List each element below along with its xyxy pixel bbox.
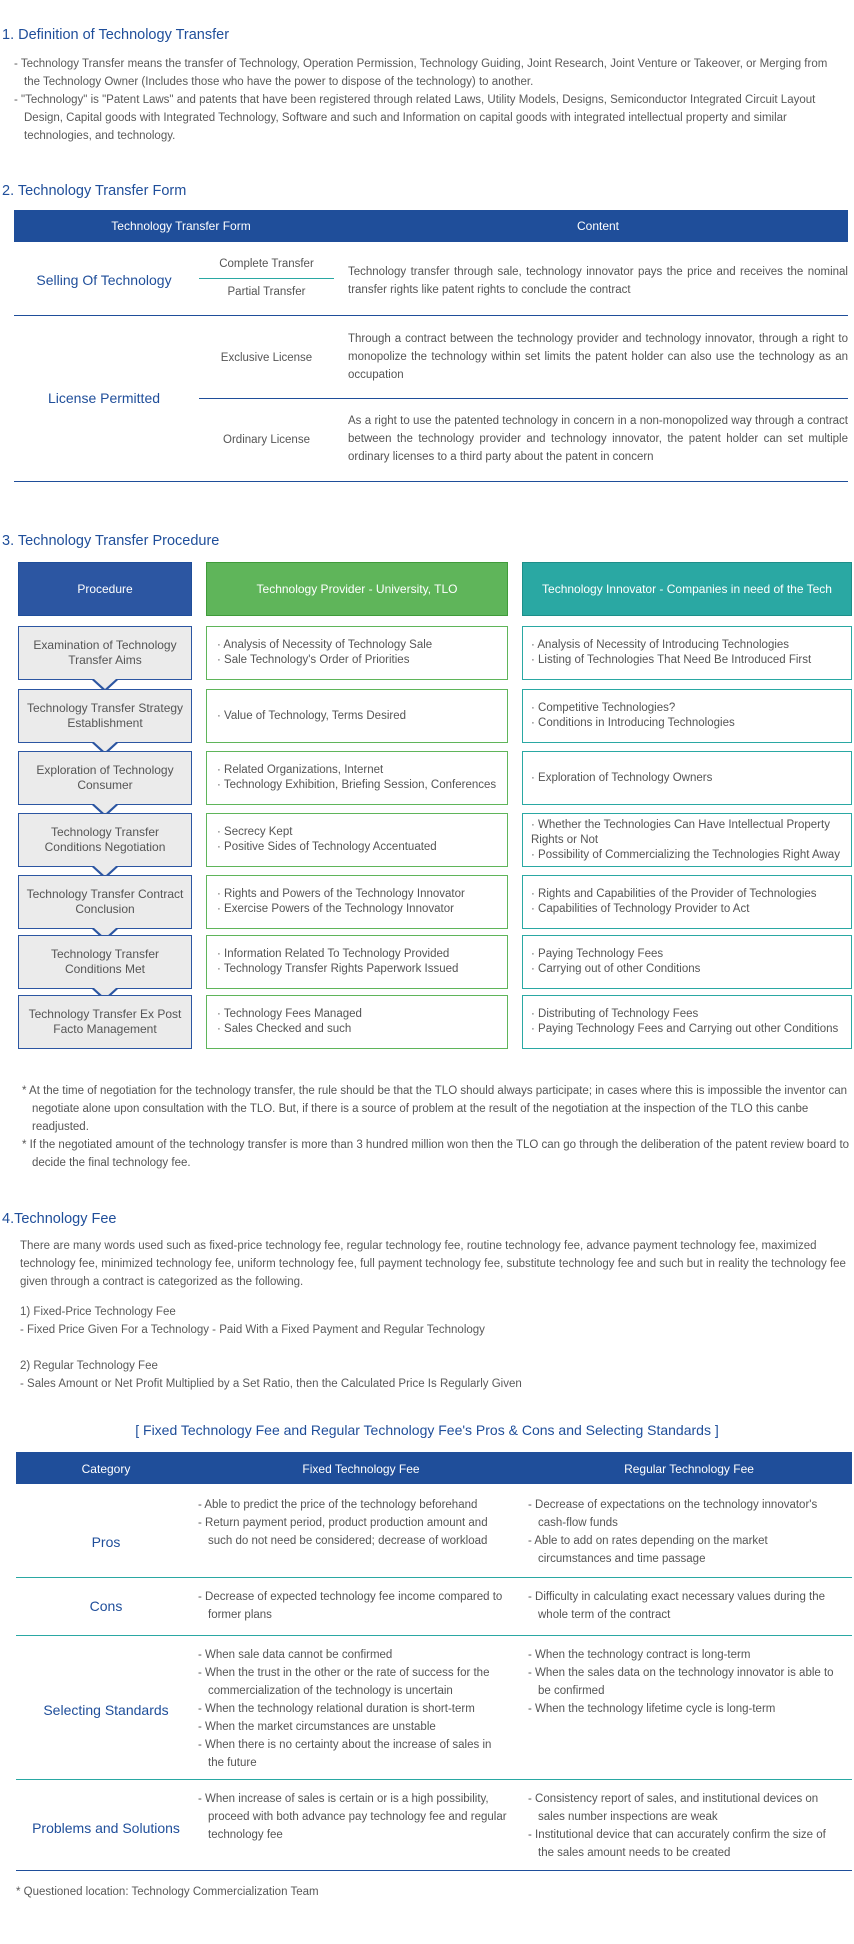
fixed-item: - When the technology relational duration is short-term — [198, 1703, 475, 1715]
regular-cell — [528, 1496, 838, 1568]
procedure-step: Exploration of Technology Consumer — [18, 751, 192, 805]
fixed-item: - When the trust in the other or the rate of success for the commercialization of the technology is uncertain — [198, 1667, 490, 1697]
sub-category: Ordinary License — [223, 434, 310, 446]
procedure-step: Technology Transfer Conditions Negotiation — [18, 813, 192, 867]
table-row — [14, 242, 848, 316]
regular-fee-desc: - Sales Amount or Net Profit Multiplied by a Set Ratio, then the Calculated Price Is Regularly Given — [20, 1378, 522, 1390]
innovator-item: · Competitive Technologies? — [531, 702, 676, 714]
table-bottom-border — [16, 1870, 852, 1871]
procedure-step: Examination of Technology Transfer Aims — [18, 626, 192, 680]
row-category: Problems and Solutions — [32, 1820, 180, 1836]
section4-title: 4.Technology Fee — [2, 1211, 117, 1227]
row-category: License Permitted — [47, 390, 161, 406]
fixed-item: - When the market circumstances are unstable — [198, 1721, 436, 1733]
transfer-form-table — [14, 210, 848, 482]
regular-item: - Difficulty in calculating exact necessary values during the whole term of the contract — [528, 1591, 826, 1621]
fixed-item: - When there is no certainty about the increase of sales in the future — [198, 1739, 492, 1769]
provider-box — [206, 935, 508, 989]
fixed-cell — [198, 1646, 510, 1772]
row-content: Through a contract between the technology provider and technology innovator, through a right to monopolize the technology within set limits the patent holder can also use the technology as an occupation — [348, 333, 848, 381]
fixed-item: - When increase of sales is certain or is a high possibility, proceed with both advance pay technology fee and regular technology fee — [198, 1793, 507, 1841]
regular-fee-title: 2) Regular Technology Fee — [20, 1360, 158, 1372]
procedure-step: Technology Transfer Contract Conclusion — [18, 875, 192, 929]
header-cell: Fixed Technology Fee — [302, 1462, 420, 1476]
innovator-box — [522, 626, 852, 680]
regular-item: - When the technology lifetime cycle is long-term — [528, 1703, 776, 1715]
section1-title: 1. Definition of Technology Transfer — [2, 27, 230, 43]
regular-cell — [528, 1790, 838, 1862]
procedure-step: Technology Transfer Conditions Met — [18, 935, 192, 989]
section3-title: 3. Technology Transfer Procedure — [2, 533, 220, 549]
innovator-item: · Analysis of Necessity of Introducing Technologies — [531, 639, 790, 651]
fixed-item: - Return payment period, product production amount and such do not need be considered; decrease of workload — [198, 1517, 488, 1547]
innovator-box — [522, 935, 852, 989]
procedure-note: * If the negotiated amount of the technology transfer is more than 3 hundred million won then the TLO can go through the deliberation of the patent review board to decide the final technology fee. — [22, 1139, 850, 1169]
regular-item: - Institutional device that can accurately confirm the size of the sales amount needs to be created — [528, 1829, 826, 1859]
procedure-step: Technology Transfer Ex Post Facto Management — [18, 995, 192, 1049]
sub-category: Partial Transfer — [227, 286, 306, 298]
innovator-item: · Capabilities of Technology Provider to Act — [531, 903, 750, 915]
provider-item: · Secrecy Kept — [217, 826, 293, 838]
provider-header: Technology Provider - University, TLO — [206, 562, 508, 616]
innovator-box — [522, 813, 852, 867]
provider-item: · Technology Exhibition, Briefing Session, Conferences — [217, 779, 497, 791]
provider-item: · Rights and Powers of the Technology Innovator — [217, 888, 465, 900]
section2-title: 2. Technology Transfer Form — [2, 183, 187, 199]
section1-bullet: - Technology Transfer means the transfer of Technology, Operation Permission, Technology Guiding, Joint Research, Joint Venture or Takeover, or Merging from the Technology Owner (Includes those who have the power to dispose of the technology) to another. — [14, 58, 828, 88]
provider-box — [206, 995, 508, 1049]
row-content: As a right to use the patented technology in concern in a non-monopolized way through a contract between the technology provider and technology innovator, the patent holder can set multiple ordinary licenses to a third party about the patent in concern — [348, 415, 848, 463]
sub-category: Exclusive License — [220, 352, 313, 364]
regular-item: - Consistency report of sales, and institutional devices on sales number inspections are weak — [528, 1793, 819, 1823]
fixed-cell — [198, 1790, 510, 1844]
innovator-box — [522, 689, 852, 743]
regular-cell — [528, 1588, 838, 1624]
step-arrow — [94, 679, 116, 689]
innovator-item: · Paying Technology Fees — [531, 948, 664, 960]
provider-item: · Information Related To Technology Provided — [217, 948, 450, 960]
provider-item: · Related Organizations, Internet — [217, 764, 384, 776]
fixed-fee-desc: - Fixed Price Given For a Technology - Paid With a Fixed Payment and Regular Technology — [20, 1324, 485, 1336]
table-row — [14, 316, 848, 482]
innovator-box — [522, 751, 852, 805]
row-divider — [16, 1635, 852, 1636]
provider-item: · Sale Technology's Order of Priorities — [217, 654, 410, 666]
provider-box — [206, 875, 508, 929]
fixed-item: - Decrease of expected technology fee income compared to former plans — [198, 1591, 503, 1621]
innovator-item: · Distributing of Technology Fees — [531, 1008, 699, 1020]
provider-box — [206, 751, 508, 805]
section1-body — [14, 55, 840, 145]
innovator-box — [522, 875, 852, 929]
row-category: Selecting Standards — [43, 1702, 169, 1718]
innovator-item: · Whether the Technologies Can Have Intellectual Property Rights or Not — [531, 818, 830, 846]
provider-item: · Technology Fees Managed — [217, 1008, 362, 1020]
fee-intro: There are many words used such as fixed-price technology fee, regular technology fee, routine technology fee, advance payment technology fee, maximized technology fee, minimized technology fee, uniform technology fee, full payment technology fee, substitute technology fee and such but in reality the technology fee given through a contract is categorized as the following. — [20, 1240, 846, 1288]
header-cell: Content — [576, 218, 620, 233]
row-divider — [16, 1779, 852, 1780]
sub-category: Complete Transfer — [219, 258, 314, 270]
regular-item: - Able to add on rates depending on the market circumstances and time passage — [528, 1535, 768, 1565]
provider-box — [206, 689, 508, 743]
innovator-item: · Paying Technology Fees and Carrying out other Conditions — [531, 1023, 839, 1035]
header-cell: Technology Transfer Form — [111, 218, 251, 233]
fee-table-title: [ Fixed Technology Fee and Regular Technology Fee's Pros & Cons and Selecting Standards ] — [135, 1422, 719, 1438]
provider-box — [206, 813, 508, 867]
provider-box — [206, 626, 508, 680]
row-divider — [16, 1577, 852, 1578]
fixed-fee-title: 1) Fixed-Price Technology Fee — [20, 1306, 176, 1318]
innovator-item: · Possibility of Commercializing the Technologies Right Away — [531, 848, 840, 861]
procedure-note: * At the time of negotiation for the technology transfer, the rule should be that the TLO should always participate; in cases where this is impossible the inventor can negotiate alone upon consultation with the TLO. But, if there is a source of problem at the result of the negotiation at the inspection of the TLO this canbe readjusted. — [22, 1085, 848, 1133]
fixed-cell — [198, 1496, 510, 1550]
innovator-box — [522, 995, 852, 1049]
table-header — [14, 210, 848, 242]
divider — [199, 398, 848, 399]
section1-bullet: - "Technology" is "Patent Laws" and patents that have been registered through related Laws, Utility Models, Designs, Semiconductor Integrated Circuit Layout Design, Capital goods with Integrated Technology, Software and such and Information on capital goods with integrated intellectual property and similar technologies, and technology. — [14, 94, 816, 142]
regular-item: - When the sales data on the technology innovator is able to be confirmed — [528, 1667, 834, 1697]
divider — [199, 278, 334, 279]
provider-item: · Technology Transfer Rights Paperwork Issued — [217, 963, 459, 975]
innovator-item: · Exploration of Technology Owners — [531, 771, 713, 784]
innovator-header: Technology Innovator - Companies in need of the Tech — [522, 562, 852, 616]
provider-item: · Analysis of Necessity of Technology Sale — [217, 639, 433, 651]
innovator-item: · Listing of Technologies That Need Be Introduced First — [531, 654, 812, 666]
procedure-step: Technology Transfer Strategy Establishment — [18, 689, 192, 743]
row-content: Technology transfer through sale, technology innovator pays the price and receives the nominal transfer rights like patent rights to conclude the contract — [348, 266, 848, 296]
row-category: Cons — [89, 1598, 123, 1614]
footer-note: * Questioned location: Technology Commercialization Team — [16, 1886, 319, 1898]
regular-cell — [528, 1646, 838, 1718]
innovator-item: · Rights and Capabilities of the Provider of Technologies — [531, 888, 817, 900]
fixed-item: - Able to predict the price of the technology beforehand — [198, 1499, 478, 1511]
row-category: Pros — [91, 1534, 121, 1550]
fixed-cell — [198, 1588, 510, 1624]
regular-item: - Decrease of expectations on the technology innovator's cash-flow funds — [528, 1499, 818, 1529]
provider-item: · Positive Sides of Technology Accentuated — [217, 841, 437, 853]
fee-table-header — [16, 1452, 852, 1484]
header-cell: Regular Technology Fee — [624, 1462, 754, 1476]
provider-item: · Exercise Powers of the Technology Innovator — [217, 903, 454, 915]
innovator-item: · Conditions in Introducing Technologies — [531, 717, 735, 729]
provider-item: · Sales Checked and such — [217, 1023, 352, 1035]
procedure-header: Procedure — [18, 562, 192, 616]
header-cell: Category — [81, 1462, 131, 1476]
regular-item: - When the technology contract is long-term — [528, 1649, 751, 1661]
innovator-item: · Carrying out of other Conditions — [531, 963, 701, 975]
provider-item: · Value of Technology, Terms Desired — [217, 709, 406, 722]
row-category: Selling Of Technology — [36, 272, 172, 288]
fixed-item: - When sale data cannot be confirmed — [198, 1649, 393, 1661]
